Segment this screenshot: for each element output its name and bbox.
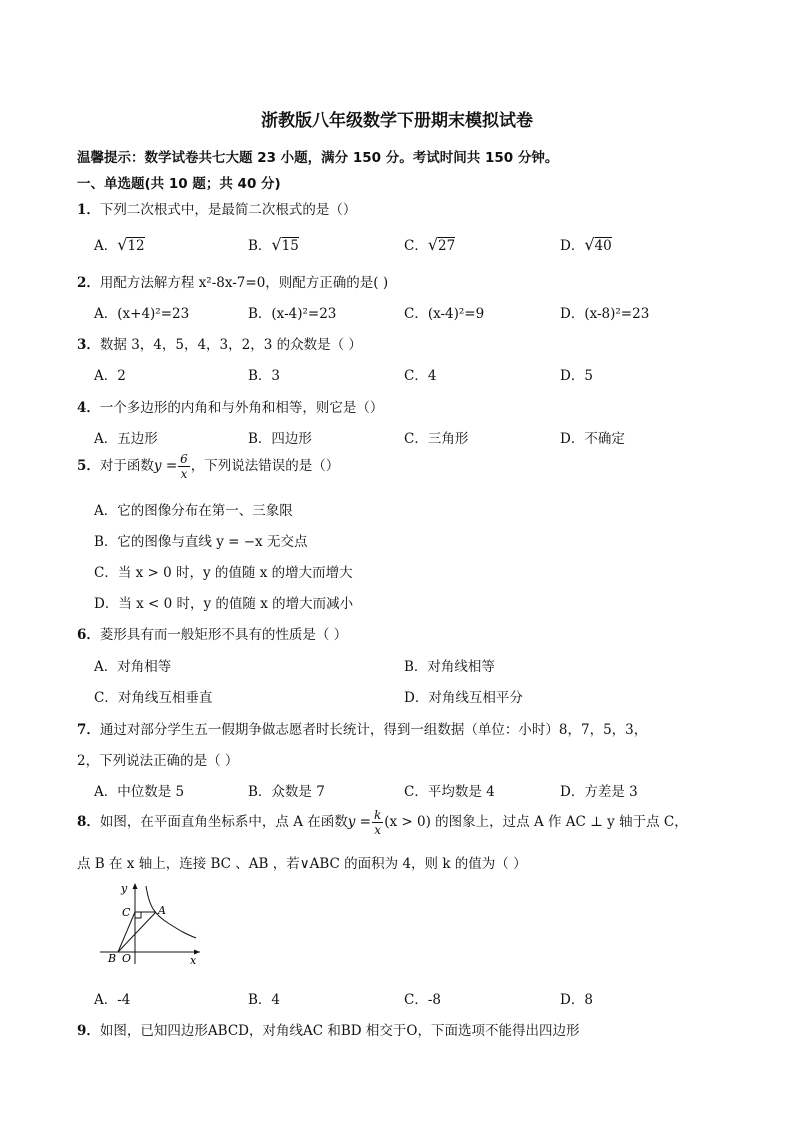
question-8 — [77, 808, 688, 837]
origin-label: O — [122, 952, 132, 965]
question-7 — [77, 718, 647, 738]
fraction-denominator: x — [374, 823, 382, 837]
question-text: 用配方法解方程 x²-8x-7=0，则配方正确的是( ) — [99, 275, 389, 291]
question-number: 1． — [77, 202, 100, 218]
fraction — [178, 452, 190, 481]
option-label: B． — [248, 238, 272, 254]
sqrt-icon: √ — [271, 235, 282, 254]
question-number: 4． — [77, 400, 100, 416]
fraction-numerator: 6 — [180, 452, 188, 466]
fraction-numerator: k — [373, 808, 382, 822]
option-b — [248, 234, 299, 254]
option-b: B．众数是 7 — [248, 784, 325, 800]
option-a: A．(x+4)²=23 — [94, 306, 190, 322]
question-text-tail: (x > 0) 的图象上，过点 A 作 AC ⊥ y 轴于点 C， — [384, 814, 688, 830]
right-angle-mark — [135, 912, 141, 918]
sqrt-icon: √ — [584, 235, 595, 254]
option-a: A．2 — [94, 368, 126, 384]
option-d: D．5 — [560, 368, 593, 384]
option-c: C．-8 — [404, 992, 441, 1008]
option-c: C．平均数是 4 — [404, 784, 495, 800]
question-text: 一个多边形的内角和与外角和相等，则它是（） — [99, 400, 384, 416]
question-number: 3． — [77, 337, 100, 353]
question-number: 5． — [77, 458, 100, 474]
question-number: 2． — [77, 275, 100, 291]
option-d: D．8 — [560, 992, 593, 1008]
question-number: 8． — [77, 814, 100, 830]
function-symbol: y = — [153, 458, 178, 474]
coordinate-figure — [96, 880, 206, 966]
option-d: D．当 x < 0 时，y 的值随 x 的增大而减小 — [94, 596, 354, 612]
question-7-line-2: 2，下列说法正确的是（ ） — [77, 753, 239, 769]
option-c: C．当 x > 0 时，y 的值随 x 的增大而增大 — [94, 565, 353, 581]
option-d: D．不确定 — [560, 431, 625, 447]
question-3 — [77, 333, 362, 353]
option-c — [404, 234, 455, 254]
option-a: A．它的图像分布在第一、三象限 — [94, 503, 293, 519]
option-d: D．对角线互相平分 — [404, 690, 523, 706]
point-a-label: A — [158, 904, 166, 917]
question-5 — [77, 452, 339, 481]
section-heading: 一、单选题(共 10 题；共 40 分) — [77, 176, 281, 192]
option-b: B．(x-4)²=23 — [248, 306, 337, 322]
sqrt-icon: √ — [427, 235, 439, 254]
exam-tip: 温馨提示：数学试卷共七大题 23 小题，满分 150 分。考试时间共 150 分钟。 — [77, 150, 559, 166]
radicand: 40 — [594, 238, 612, 254]
y-axis-arrow-icon — [133, 883, 138, 889]
function-symbol: y = — [347, 814, 371, 830]
option-label: D． — [560, 238, 585, 254]
x-axis-label: x — [190, 954, 197, 966]
question-9 — [77, 1019, 579, 1039]
question-text: 通过对部分学生五一假期争做志愿者时长统计，得到一组数据（单位：小时）8，7，5，3， — [99, 722, 648, 738]
fraction-denominator: x — [180, 467, 188, 481]
option-c: C．三角形 — [404, 431, 469, 447]
question-number: 7． — [77, 722, 100, 738]
option-label: C． — [404, 238, 428, 254]
question-text: 数据 3，4，5，4，3，2，3 的众数是（ ） — [99, 337, 362, 353]
sqrt-icon: √ — [117, 235, 128, 254]
question-text: 菱形具有而一般矩形不具有的性质是（ ） — [99, 627, 348, 643]
point-c-label: C — [122, 906, 131, 919]
option-b: B．它的图像与直线 y = −x 无交点 — [94, 534, 308, 550]
option-b: B．4 — [248, 992, 281, 1008]
question-2 — [77, 271, 388, 291]
question-6 — [77, 623, 347, 643]
option-a: A．五边形 — [94, 431, 158, 447]
fraction — [372, 808, 383, 837]
option-b: B．对角线相等 — [404, 659, 495, 675]
y-axis-label: y — [121, 882, 128, 895]
option-d: D．方差是 3 — [560, 784, 638, 800]
option-a: A．中位数是 5 — [94, 784, 185, 800]
option-a — [94, 234, 145, 254]
question-1 — [77, 198, 356, 218]
point-b-label: B — [108, 952, 117, 965]
question-text: 如图，在平面直角坐标系中，点 A 在函数 — [99, 814, 348, 830]
question-4 — [77, 396, 383, 416]
question-number: 6． — [77, 627, 100, 643]
option-c: C．(x-4)²=9 — [404, 306, 485, 322]
question-text: 如图，已知四边形ABCD，对角线AC 和BD 相交于O，下面选项不能得出四边形 — [99, 1023, 580, 1039]
question-text: 对于函数 — [99, 458, 154, 474]
option-b: B．四边形 — [248, 431, 312, 447]
question-8-line-2: 点 B 在 x 轴上，连接 BC 、AB ，若∨ABC 的面积为 4，则 k 的值为（ ） — [77, 856, 527, 872]
option-a: A．对角相等 — [94, 659, 172, 675]
question-number: 9． — [77, 1023, 100, 1039]
option-d — [560, 234, 612, 254]
option-c: C．对角线互相垂直 — [94, 690, 213, 706]
question-text-tail: ，下列说法错误的是（） — [190, 458, 340, 474]
option-d: D．(x-8)²=23 — [560, 306, 650, 322]
page-title: 浙教版八年级数学下册期末模拟试卷 — [261, 111, 533, 131]
radicand: 12 — [127, 238, 145, 254]
option-label: A． — [94, 238, 118, 254]
radicand: 27 — [438, 238, 456, 254]
question-text: 下列二次根式中，是最简二次根式的是（） — [99, 202, 357, 218]
option-b: B．3 — [248, 368, 281, 384]
option-c: C．4 — [404, 368, 437, 384]
radicand: 15 — [281, 238, 299, 254]
option-a: A．-4 — [94, 992, 131, 1008]
